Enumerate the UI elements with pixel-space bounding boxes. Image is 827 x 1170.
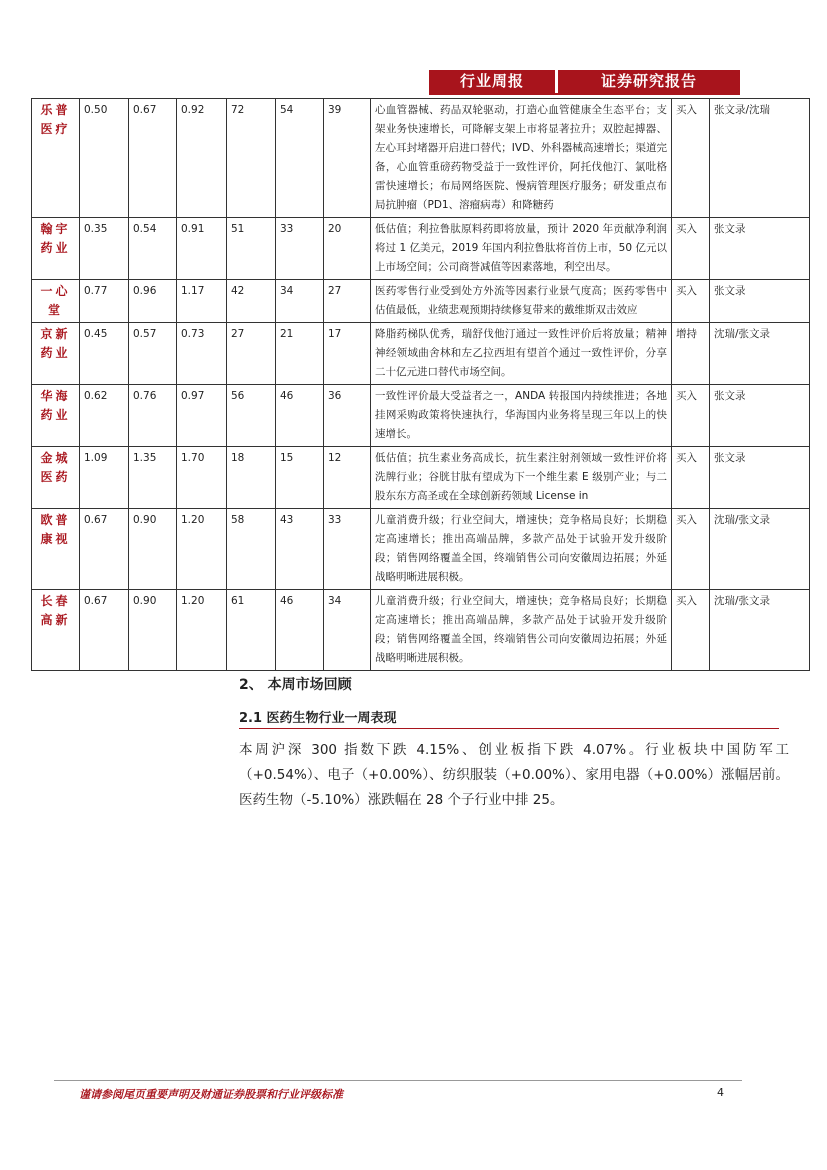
table-row [32, 218, 810, 280]
pe-2020-cell: 33 [324, 509, 371, 590]
rating-cell: 买入 [672, 447, 710, 509]
rating-cell: 买入 [672, 509, 710, 590]
pe-2020-cell: 34 [324, 590, 371, 671]
pe-2019-cell: 21 [276, 323, 324, 385]
pe-2018-cell: 61 [227, 590, 276, 671]
eps-2019-cell: 0.54 [129, 218, 177, 280]
investment-thesis-cell: 心血管器械、药品双轮驱动，打造心血管健康全生态平台；支架业务快速增长，可降解支架上市将显著拉升；双腔起搏器、左心耳封堵器开启进口替代；IVD、外科器械高速增长；渠道完备，心血管重磅药物受益于一致性评价，阿托伐他汀、氯吡格雷快速增长；布局网络医院、慢病管理医疗服务；研发重点布局抗肿瘤（PD1、溶瘤病毒）和降糖药 [371, 99, 672, 218]
subsection-title: 2.1 医药生物行业一周表现 [239, 711, 397, 726]
stock-name-cell: 京新药业 [32, 323, 80, 385]
eps-2020-cell: 1.20 [177, 590, 227, 671]
investment-thesis-cell: 儿童消费升级；行业空间大，增速快；竞争格局良好；长期稳定高速增长；推出高端品牌，多款产品处于试验开发升级阶段；销售网络覆盖全国，终端销售公司向安徽周边拓展；外延战略明晰进展积极。 [371, 509, 672, 590]
eps-2018-cell: 1.09 [80, 447, 129, 509]
analyst-cell: 张文录 [710, 218, 810, 280]
pe-2020-cell: 36 [324, 385, 371, 447]
pe-2019-cell: 34 [276, 280, 324, 323]
pe-2020-cell: 12 [324, 447, 371, 509]
investment-thesis-cell: 一致性评价最大受益者之一，ANDA 转报国内持续推进；各地挂网采购政策将快速执行，华海国内业务将呈现三年以上的快速增长。 [371, 385, 672, 447]
eps-2018-cell: 0.50 [80, 99, 129, 218]
subsection-rule [239, 728, 779, 729]
analyst-cell: 沈瑞/张文录 [710, 590, 810, 671]
investment-thesis-cell: 医药零售行业受到处方外流等因素行业景气度高；医药零售中估值最低，业绩悲观预期持续修复带来的戴维斯双击效应 [371, 280, 672, 323]
table-row [32, 447, 810, 509]
eps-2018-cell: 0.35 [80, 218, 129, 280]
market-review-paragraph: 本周沪深 300 指数下跌 4.15%、创业板指下跌 4.07%。行业板块中国防军工（+0.54%）、电子（+0.00%）、纺织服装（+0.00%）、家用电器（+0.00%）涨幅居前。医药生物（-5.10%）涨跌幅在 28 个子行业中排 25。 [239, 742, 789, 808]
table-row [32, 590, 810, 671]
investment-thesis-cell: 低估值；利拉鲁肽原料药即将放量，预计 2020 年贡献净利润将过 1 亿美元，2019 年国内利拉鲁肽将首仿上市，50 亿元以上市场空间；公司商誉减值等因素落地，利空出尽。 [371, 218, 672, 280]
pe-2018-cell: 51 [227, 218, 276, 280]
pe-2019-cell: 46 [276, 590, 324, 671]
investment-thesis-cell: 儿童消费升级；行业空间大，增速快；竞争格局良好；长期稳定高速增长；推出高端品牌，多款产品处于试验开发升级阶段；销售网络覆盖全国，终端销售公司向安徽周边拓展；外延战略明晰进展积极。 [371, 590, 672, 671]
footer-rule [54, 1080, 742, 1081]
footer-disclaimer: 谨请参阅尾页重要声明及财通证券股票和行业评级标准 [79, 1088, 343, 1101]
pe-2018-cell: 27 [227, 323, 276, 385]
eps-2018-cell: 0.77 [80, 280, 129, 323]
analyst-cell: 沈瑞/张文录 [710, 509, 810, 590]
stock-name-cell: 华海药业 [32, 385, 80, 447]
investment-thesis-cell: 降脂药梯队优秀，瑞舒伐他汀通过一致性评价后将放量；精神神经领域曲舍林和左乙拉西坦有望首个通过一致性评价，分享二十亿元进口替代市场空间。 [371, 323, 672, 385]
analyst-cell: 张文录 [710, 447, 810, 509]
eps-2018-cell: 0.67 [80, 509, 129, 590]
pe-2019-cell: 46 [276, 385, 324, 447]
table-body [32, 99, 810, 671]
pe-2020-cell: 39 [324, 99, 371, 218]
table-row [32, 323, 810, 385]
page-number: 4 [717, 1086, 724, 1099]
investment-thesis-cell: 低估值；抗生素业务高成长，抗生素注射剂领域一致性评价将洗牌行业；谷胱甘肽有望成为下一个维生素 E 级别产业；与二股东东方高圣或在全球创新药领域 License in [371, 447, 672, 509]
eps-2019-cell: 0.76 [129, 385, 177, 447]
stock-name-cell: 翰宇药业 [32, 218, 80, 280]
eps-2020-cell: 0.92 [177, 99, 227, 218]
stock-name-cell: 一心堂 [32, 280, 80, 323]
eps-2019-cell: 0.90 [129, 509, 177, 590]
eps-2019-cell: 0.90 [129, 590, 177, 671]
pe-2018-cell: 72 [227, 99, 276, 218]
pe-2018-cell: 18 [227, 447, 276, 509]
stock-name-cell: 乐普医疗 [32, 99, 80, 218]
eps-2020-cell: 1.17 [177, 280, 227, 323]
eps-2018-cell: 0.45 [80, 323, 129, 385]
report-type-label: 行业周报 [429, 70, 555, 93]
eps-2018-cell: 0.67 [80, 590, 129, 671]
stock-name-cell: 欧普康视 [32, 509, 80, 590]
header-rule [429, 93, 740, 95]
eps-2020-cell: 0.73 [177, 323, 227, 385]
pe-2019-cell: 54 [276, 99, 324, 218]
pe-2018-cell: 42 [227, 280, 276, 323]
analyst-cell: 张文录/沈瑞 [710, 99, 810, 218]
pe-2019-cell: 33 [276, 218, 324, 280]
stock-recommendation-table [31, 98, 810, 671]
eps-2019-cell: 1.35 [129, 447, 177, 509]
pe-2018-cell: 58 [227, 509, 276, 590]
eps-2020-cell: 0.91 [177, 218, 227, 280]
pe-2019-cell: 15 [276, 447, 324, 509]
table-row [32, 280, 810, 323]
rating-cell: 买入 [672, 590, 710, 671]
stock-name-cell: 金城医药 [32, 447, 80, 509]
rating-cell: 买入 [672, 280, 710, 323]
eps-2020-cell: 1.20 [177, 509, 227, 590]
rating-cell: 买入 [672, 218, 710, 280]
eps-2018-cell: 0.62 [80, 385, 129, 447]
report-category-label: 证券研究报告 [558, 70, 740, 93]
eps-2020-cell: 1.70 [177, 447, 227, 509]
table-row [32, 385, 810, 447]
section-title: 2、 本周市场回顾 [239, 677, 352, 693]
pe-2020-cell: 20 [324, 218, 371, 280]
report-header-banner [429, 70, 740, 93]
eps-2019-cell: 0.67 [129, 99, 177, 218]
eps-2020-cell: 0.97 [177, 385, 227, 447]
rating-cell: 买入 [672, 385, 710, 447]
eps-2019-cell: 0.96 [129, 280, 177, 323]
rating-cell: 增持 [672, 323, 710, 385]
pe-2019-cell: 43 [276, 509, 324, 590]
table-row [32, 509, 810, 590]
pe-2020-cell: 27 [324, 280, 371, 323]
analyst-cell: 沈瑞/张文录 [710, 323, 810, 385]
pe-2018-cell: 56 [227, 385, 276, 447]
analyst-cell: 张文录 [710, 280, 810, 323]
rating-cell: 买入 [672, 99, 710, 218]
eps-2019-cell: 0.57 [129, 323, 177, 385]
pe-2020-cell: 17 [324, 323, 371, 385]
analyst-cell: 张文录 [710, 385, 810, 447]
stock-name-cell: 长春高新 [32, 590, 80, 671]
table-row [32, 99, 810, 218]
